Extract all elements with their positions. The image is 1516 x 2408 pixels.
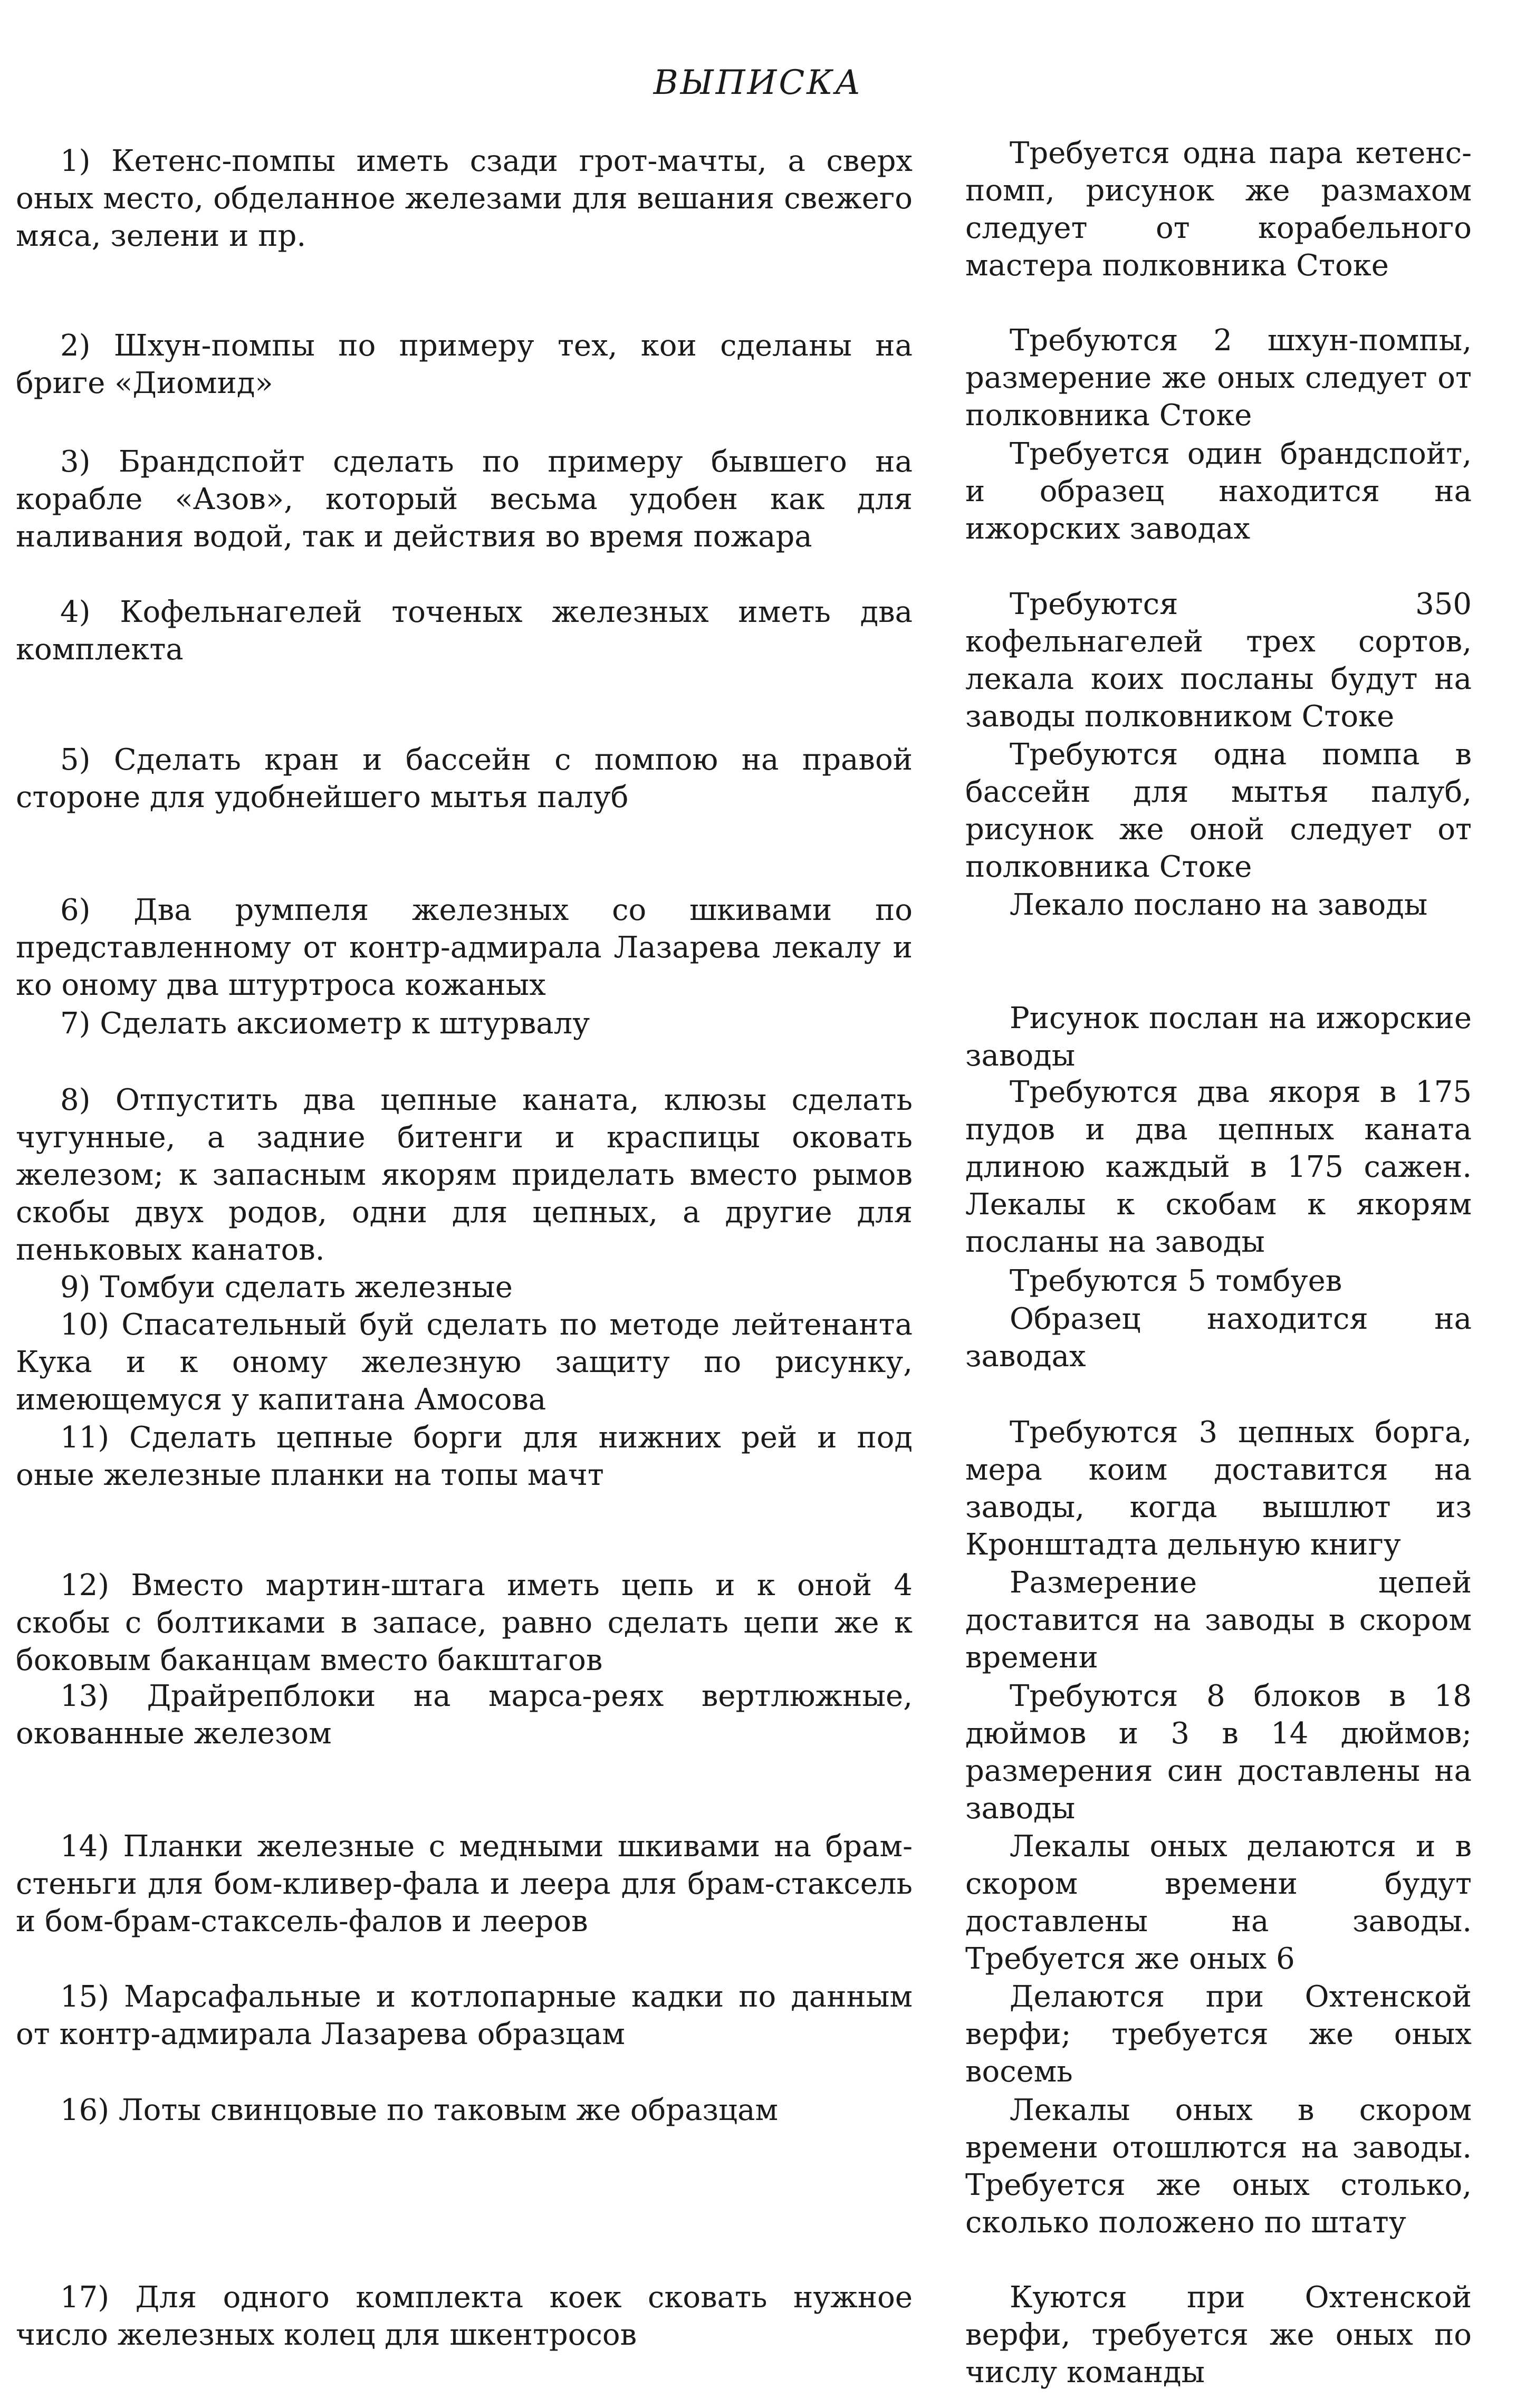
entry-5-note: Требуются одна помпа в бассейн для мытья палуб, рисунок же оной следует от полковника Стоке: [965, 737, 1472, 884]
entry-2-text: 2) Шхун-помпы по примеру тех, кои сделаны на бриге «Диомид»: [16, 329, 913, 400]
entry-8-text: 8) Отпустить два цепные каната, клюзы сделать чугунные, а задние битенги и краспицы оковать железом; к запасным якорям приделать вместо рымов скобы двух родов, одни для цепных, а другие для пеньковых канатов.: [16, 1083, 913, 1267]
entry-6-note: Лекало послано на заводы: [1010, 888, 1428, 922]
entry-7-note: Рисунок послан на ижорские заводы: [965, 1001, 1472, 1073]
entry-14-text: 14) Планки железные с медными шкивами на брам-стеньги для бом-кливер-фала и леера для брам-стаксель и бом-брам-стаксель-фалов и лееров: [16, 1829, 913, 1939]
entry-1-note: Требуется одна пара кетенс-помп, рисунок же размахом следует от корабельного мастера полковника Стоке: [965, 136, 1472, 283]
entry-15-text: 15) Марсафальные и котлопарные кадки по данным от контр-адмирала Лазарева образцам: [16, 1980, 913, 2051]
entry-17-note: Куются при Охтенской верфи, требуется же оных по числу команды: [965, 2280, 1472, 2390]
entry-15-note: Делаются при Охтенской верфи; требуется же оных восемь: [965, 1980, 1472, 2089]
entry-6-text: 6) Два румпеля железных со шкивами по представленному от контр-адмирала Лазарева лекалу и ко оному два штуртроса кожаных: [16, 893, 913, 1002]
entry-3-note: Требуется один брандспойт, и образец находится на ижорских заводах: [965, 437, 1472, 546]
entry-17-text: 17) Для одного комплекта коек сковать нужное число железных колец для шкентросов: [16, 2280, 913, 2352]
entry-5-text: 5) Сделать кран и бассейн с помпою на правой стороне для удобнейшего мытья палуб: [16, 743, 913, 814]
entry-14-note: Лекалы оных делаются и в скором времени будут доставлены на заводы. Требуется же оных 6: [965, 1829, 1472, 1976]
entry-13-note: Требуются 8 блоков в 18 дюймов и 3 в 14 дюймов; размерения син доставлены на заводы: [965, 1679, 1472, 1826]
entry-10-text: 10) Спасательный буй сделать по методе лейтенанта Кука и к оному железную защиту по рисунку, имеющемуся у капитана Амосова: [16, 1308, 913, 1417]
entry-10-note: Образец находится на заводах: [965, 1302, 1472, 1374]
entry-9-note: Требуются 5 томбуев: [1010, 1264, 1342, 1298]
entry-11-note: Требуются 3 цепных борга, мера коим доставится на заводы, когда вышлют из Кронштадта дельную книгу: [965, 1415, 1472, 1562]
entry-9-text: 9) Томбуи сделать железные: [60, 1270, 513, 1304]
entry-16-text: 16) Лоты свинцовые по таковым же образцам: [60, 2093, 779, 2127]
entry-2-note: Требуются 2 шхун-помпы, размерение же оных следует от полковника Стоке: [965, 323, 1472, 433]
entry-16-note: Лекалы оных в скором времени отошлются на заводы. Требуется же оных столько, сколько положено по штату: [965, 2093, 1472, 2240]
entry-7-text: 7) Сделать аксиометр к штурвалу: [60, 1006, 590, 1041]
entry-12-text: 12) Вместо мартин-штага иметь цепь и к оной 4 скобы с болтиками в запасе, равно сделать цепи же к боковым баканцам вместо бакштагов: [16, 1568, 913, 1677]
entry-11-text: 11) Сделать цепные борги для нижних рей и под оные железные планки на топы мачт: [16, 1421, 913, 1492]
entry-1-text: 1) Кетенс-помпы иметь сзади грот-мачты, а сверх оных место, обделанное железами для вешания свежего мяса, зелени и пр.: [16, 144, 913, 253]
entry-3-text: 3) Брандспойт сделать по примеру бывшего на корабле «Азов», который весьма удобен как для наливания водой, так и действия во время пожара: [16, 445, 913, 554]
document-title: ВЫПИСКА: [653, 63, 863, 102]
entry-12-note: Размерение цепей доставится на заводы в скором времени: [965, 1566, 1472, 1675]
entry-4-note: Требуются 350 кофельнагелей трех сортов, лекала коих посланы будут на заводы полковником Стоке: [965, 587, 1472, 734]
entry-4-text: 4) Кофельнагелей точеных железных иметь два комплекта: [16, 595, 913, 667]
entry-13-text: 13) Драйрепблоки на марса-реях вертлюжные, окованные железом: [16, 1679, 913, 1751]
entry-8-note: Требуются два якоря в 175 пудов и два цепных каната длиною каждый в 175 сажен. Лекалы к скобам к якорям посланы на заводы: [965, 1075, 1472, 1259]
